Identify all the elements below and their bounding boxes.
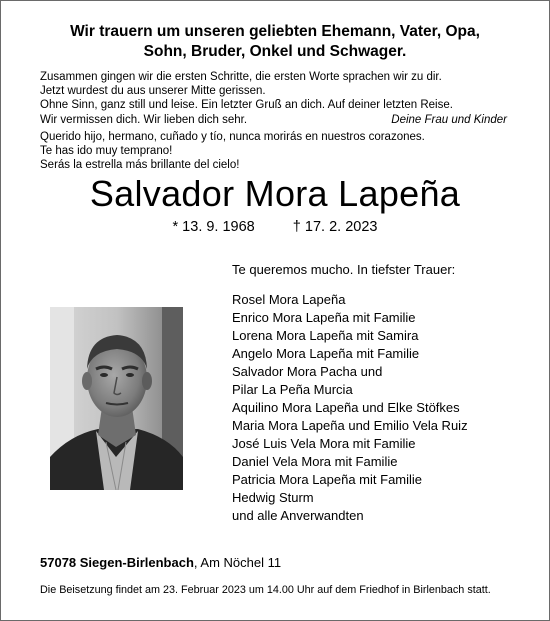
poem-signoff: Deine Frau und Kinder: [391, 113, 507, 126]
mourner-entry: Rosel Mora Lapeña: [232, 292, 346, 307]
birth-date: * 13. 9. 1968: [172, 219, 255, 235]
german-poem: [40, 70, 515, 127]
mourner-entry: Daniel Vela Mora mit Familie: [232, 454, 398, 469]
poem-line: Ohne Sinn, ganz still und leise. Ein letzter Gruß an dich. Auf deiner letzten Reise.: [40, 99, 453, 112]
mourner-entry: Lorena Mora Lapeña mit Samira: [232, 328, 419, 343]
deceased-name: Salvador Mora Lapeña: [89, 173, 461, 214]
poem-line: Wir vermissen dich. Wir lieben dich sehr.: [40, 113, 248, 126]
mourner-entry: Enrico Mora Lapeña mit Familie: [232, 310, 416, 325]
poem-line: Jetzt wurdest du aus unserer Mitte gerissen.: [40, 85, 266, 98]
mourner-entry: Aquilino Mora Lapeña und Elke Stöfkes: [232, 400, 460, 415]
mourner-entry: Angelo Mora Lapeña mit Familie: [232, 346, 420, 361]
heading-line: Wir trauern um unseren geliebten Ehemann, Vater, Opa,: [70, 23, 480, 40]
mourner-entry: Maria Mora Lapeña und Emilio Vela Ruiz: [232, 418, 468, 433]
mourner-entry: Pilar La Peña Murcia: [232, 382, 353, 397]
poem-line-last: [40, 113, 515, 127]
mourner-entry: Patricia Mora Lapeña mit Familie: [232, 472, 423, 487]
spanish-verse: [40, 130, 425, 173]
mourners-section: [232, 261, 468, 525]
spanish-line: Te has ido muy temprano!: [40, 145, 173, 158]
poem-line: Zusammen gingen wir die ersten Schritte, die ersten Worte sprachen wir zu dir.: [40, 71, 442, 83]
spanish-line: Serás la estrella más brillante del cielo!: [40, 159, 240, 172]
family-address: [40, 555, 281, 570]
address-street: , Am Nöchel 11: [193, 555, 282, 570]
death-date: † 17. 2. 2023: [292, 219, 378, 235]
life-dates: [0, 219, 550, 235]
portrait-photo: [50, 307, 183, 490]
mourners-intro: Te queremos mucho. In tiefster Trauer:: [232, 262, 456, 277]
spanish-line: Querido hijo, hermano, cuñado y tío, nunca morirás en nuestros corazones.: [40, 131, 425, 143]
mourner-entry: Salvador Mora Pacha und: [232, 364, 383, 379]
funeral-notice: Die Beisetzung findet am 23. Februar 2023 um 14.00 Uhr auf dem Friedhof in Birlenbach statt.: [40, 584, 491, 596]
heading-line: Sohn, Bruder, Onkel und Schwager.: [143, 43, 407, 60]
mourner-entry: Hedwig Sturm: [232, 490, 314, 505]
mourner-entry: José Luis Vela Mora mit Familie: [232, 436, 416, 451]
address-city: 57078 Siegen-Birlenbach: [40, 555, 194, 570]
mourner-entry: und alle Anverwandten: [232, 508, 364, 523]
obituary-heading: [0, 22, 550, 62]
portrait-image: [50, 307, 183, 490]
